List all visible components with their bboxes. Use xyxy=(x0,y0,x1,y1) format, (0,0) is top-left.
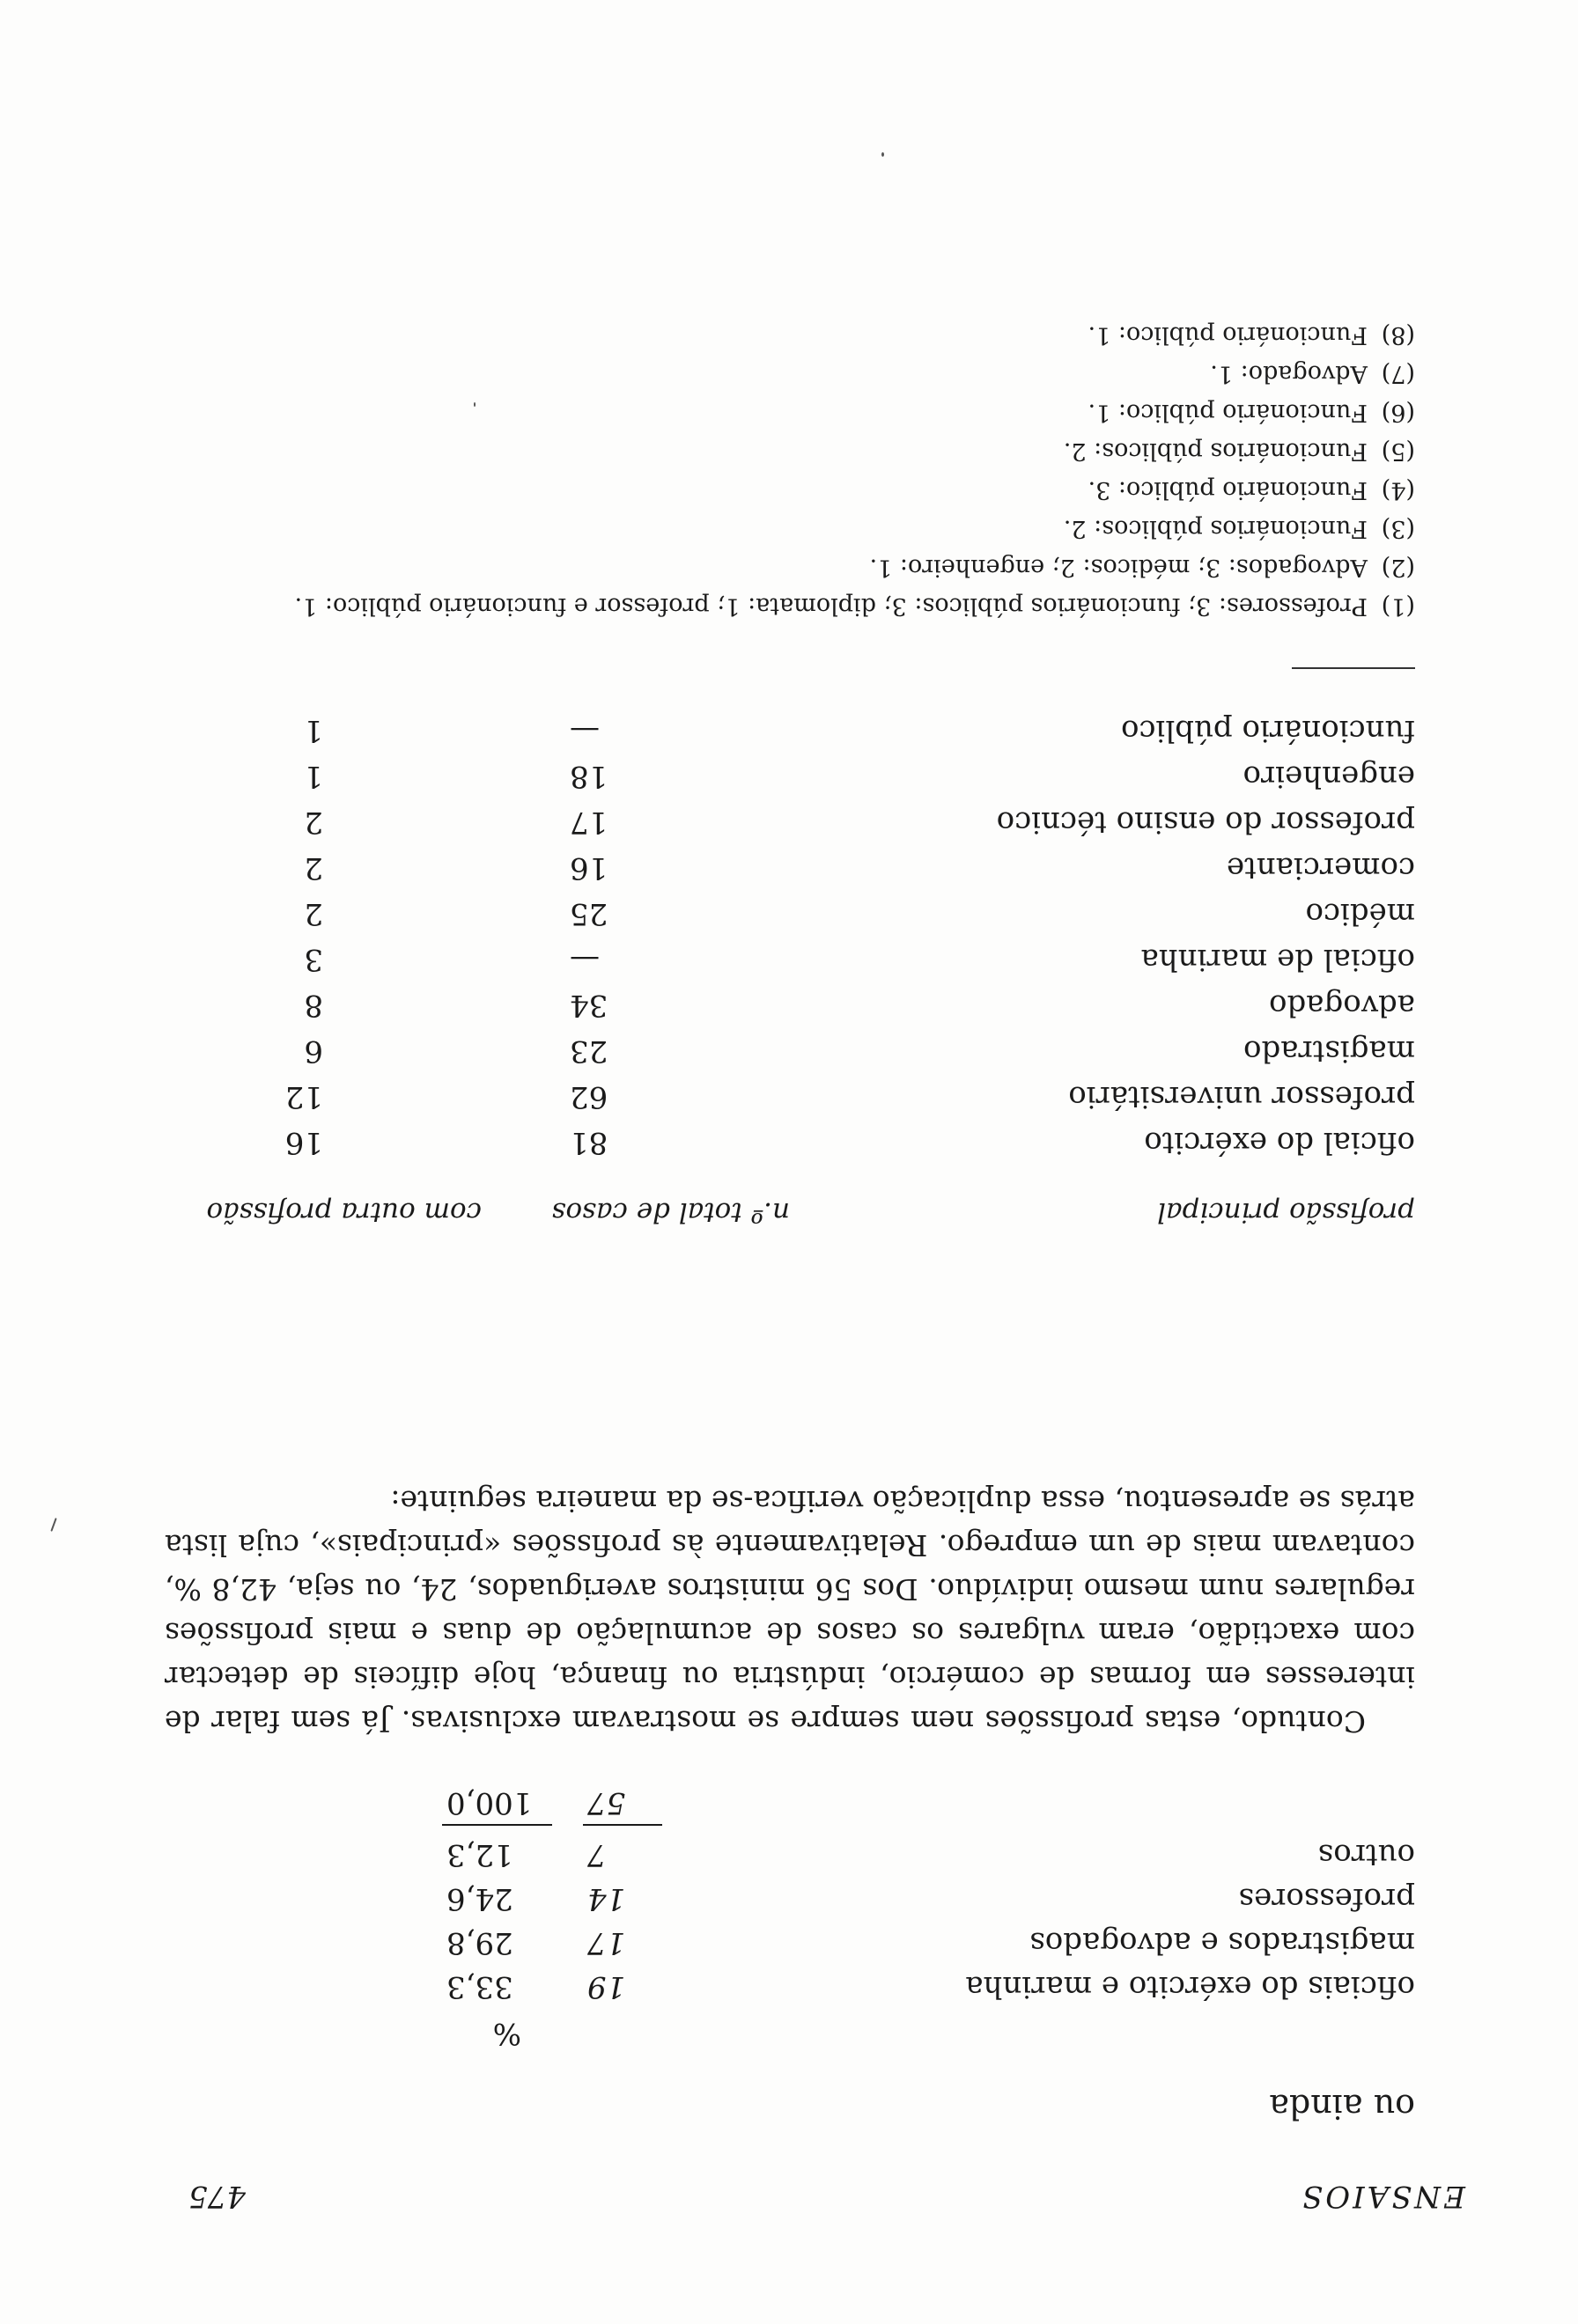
summary-label: professores xyxy=(1238,1881,1415,1916)
summary-label: outros xyxy=(1317,1837,1415,1872)
footnote-text: Funcionários públicos: 2. xyxy=(1063,515,1368,542)
summary-percent: 24,6 xyxy=(446,1881,513,1916)
summary-count: 17 xyxy=(587,1925,626,1960)
footnote-number: (6) xyxy=(1381,399,1415,426)
footnote-text: Funcionários públicos: 2. xyxy=(1063,438,1368,465)
other-profession-cell: 2 xyxy=(304,896,323,931)
intro-text: ou ainda xyxy=(1269,2087,1415,2126)
footnote-rule xyxy=(1292,667,1415,669)
other-profession-cell: 2 xyxy=(304,805,323,840)
paragraph-text: Contudo, estas profissões nem sempre se mostravam exclusivas. Já sem falar de interesses em formas de comércio, indústria ou finança, hoje difíceis de detectar com exactidão, eram vulgares os casos de acumulação de duas e mais profissões regulares num mesmo indivíduo. Dos 56 ministros averiguados, 24, ou seja, 42,8 %, contavam mais de um emprego. Relativamente às profissões «principais», cuja lista atrás se apresentou, essa duplicação verifica-se da maneira seguinte: xyxy=(165,1484,1415,1739)
profession-cell: oficial do exército xyxy=(1144,1125,1415,1160)
footnote xyxy=(165,509,1415,548)
summary-row xyxy=(438,1916,1415,1960)
footnote-text: Advogados: 3; médicos: 2; engenheiro: 1. xyxy=(869,554,1368,581)
footnote xyxy=(165,315,1415,354)
table-row xyxy=(270,748,1415,794)
footnote xyxy=(165,470,1415,509)
footnotes xyxy=(165,315,1415,625)
footnote xyxy=(165,431,1415,470)
total-count: 57 xyxy=(587,1785,626,1820)
footnote-number: (3) xyxy=(1381,515,1415,542)
footnote xyxy=(165,548,1415,586)
profession-cell: magistrado xyxy=(1242,1033,1415,1069)
total-cases-cell: 34 xyxy=(570,988,608,1023)
profession-cell: professor do ensino técnico xyxy=(996,805,1415,840)
total-cases-cell: 23 xyxy=(570,1033,608,1069)
footnote-number: (8) xyxy=(1381,321,1415,349)
summary-label: magistrados e advogados xyxy=(1029,1925,1415,1960)
footnote xyxy=(165,586,1415,625)
footnote-text: Funcionário público: 3. xyxy=(1088,476,1368,504)
scan-speck xyxy=(474,402,476,407)
table-row xyxy=(270,1114,1415,1160)
total-rule xyxy=(583,1824,662,1826)
summary-percent: 12,3 xyxy=(446,1837,513,1872)
total-cases-cell: — xyxy=(570,942,600,977)
body-paragraph xyxy=(165,1479,1415,1743)
summary-row xyxy=(438,1828,1415,1872)
other-profession-cell: 1 xyxy=(304,759,323,794)
footnote xyxy=(165,354,1415,393)
other-profession-cell: 16 xyxy=(284,1125,323,1160)
summary-count: 14 xyxy=(587,1881,626,1916)
footnote-number: (1) xyxy=(1381,592,1415,620)
footnote-number: (7) xyxy=(1381,360,1415,387)
table-row xyxy=(270,794,1415,840)
scan-speck xyxy=(881,152,884,157)
table-row xyxy=(270,702,1415,748)
other-profession-cell: 1 xyxy=(304,713,323,748)
footnote-text: Professores: 3; funcionários públicos: 3; diplomata: 1; professor e funcionário público: 1. xyxy=(294,592,1368,620)
page-number: 475 xyxy=(188,2179,246,2214)
other-profession-cell: 12 xyxy=(284,1079,323,1114)
total-rule xyxy=(442,1824,552,1826)
column-header: profissão principal xyxy=(1157,1196,1415,1228)
profession-cell: advogado xyxy=(1269,988,1415,1023)
table-row xyxy=(270,1023,1415,1069)
summary-label: oficiais do exército e marinha xyxy=(965,1969,1415,2004)
table-row xyxy=(270,840,1415,886)
total-cases-cell: 16 xyxy=(570,850,608,886)
total-cases-cell: 81 xyxy=(570,1125,608,1160)
profession-cell: funcionário público xyxy=(1120,713,1415,748)
profession-cell: professor universitário xyxy=(1068,1079,1415,1114)
profession-cell: oficial de marinha xyxy=(1140,942,1415,977)
footnote-text: Funcionário público: 1. xyxy=(1088,399,1368,426)
summary-row xyxy=(438,1872,1415,1916)
table-row xyxy=(270,931,1415,977)
percent-header: % xyxy=(492,2016,521,2051)
summary-row xyxy=(438,1960,1415,2004)
profession-cell: engenheiro xyxy=(1242,759,1415,794)
total-cases-cell: 18 xyxy=(570,759,608,794)
other-profession-cell: 2 xyxy=(304,850,323,886)
total-percent: 100,0 xyxy=(446,1785,533,1820)
column-header: n.º total de casos xyxy=(551,1196,790,1228)
running-head: ENSAIOS xyxy=(1299,2179,1465,2214)
footnote-text: Advogado: 1. xyxy=(1210,360,1368,387)
summary-count: 7 xyxy=(587,1837,607,1872)
total-cases-cell: — xyxy=(570,713,600,748)
table-row xyxy=(270,1069,1415,1114)
summary-count: 19 xyxy=(587,1969,626,2004)
other-profession-cell: 3 xyxy=(304,942,323,977)
total-cases-cell: 17 xyxy=(570,805,608,840)
table-row xyxy=(270,886,1415,931)
column-header: com outra profissão xyxy=(206,1196,482,1228)
profession-cell: comerciante xyxy=(1227,850,1415,886)
total-cases-cell: 62 xyxy=(570,1079,608,1114)
other-profession-cell: 8 xyxy=(304,988,323,1023)
summary-percent: 29,8 xyxy=(446,1925,513,1960)
other-profession-cell: 6 xyxy=(304,1033,323,1069)
footnote-text: Funcionário público: 1. xyxy=(1088,321,1368,349)
summary-percent: 33,3 xyxy=(446,1969,513,2004)
table-row xyxy=(270,977,1415,1023)
footnote-number: (5) xyxy=(1381,438,1415,465)
profession-cell: médico xyxy=(1305,896,1415,931)
scan-speck xyxy=(50,1518,56,1532)
footnote-number: (4) xyxy=(1381,476,1415,504)
footnote-number: (2) xyxy=(1381,554,1415,581)
total-cases-cell: 25 xyxy=(570,896,608,931)
footnote xyxy=(165,393,1415,431)
